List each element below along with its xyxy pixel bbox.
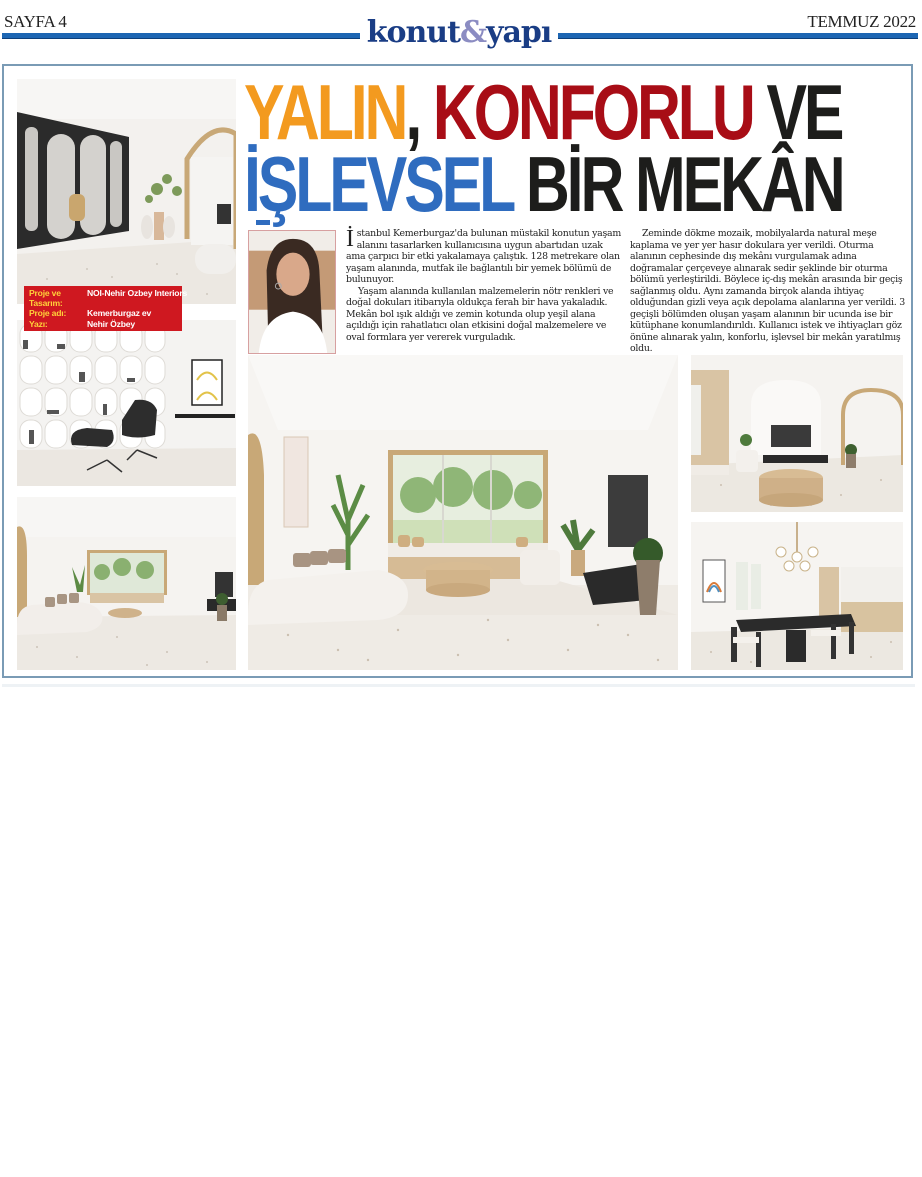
page-number: SAYFA 4 <box>4 12 67 31</box>
photo-living-room-small <box>17 497 236 670</box>
credit-row-writer <box>29 319 178 329</box>
photo-dining-room <box>691 522 903 670</box>
credit-value: Kemerburgaz ev <box>87 308 152 319</box>
credit-row-project <box>29 308 178 318</box>
living-room-main-image <box>248 355 678 670</box>
photo-tv-wall-arch <box>691 355 903 512</box>
credit-row-design <box>29 288 188 309</box>
headline-word-yalin: YALIN <box>244 68 406 156</box>
photo-living-room-main <box>248 355 678 670</box>
masthead-logo <box>362 16 556 50</box>
library-image <box>17 320 236 486</box>
headline-word-ve: VE <box>752 68 842 156</box>
credit-label: Yazı: <box>29 318 48 329</box>
headline-word-islevsel: İŞLEVSEL <box>244 140 513 228</box>
credit-label: Proje adı: <box>29 308 67 319</box>
article-column-2 <box>630 228 906 355</box>
paragraph: stanbul Kemerburgaz'da bulunan müstakil konutun yaşam alanını tasarlarken kullanıcısına uygun abartıdan uzak ama çarpıcı bir etki yakalamaya çalıştık. 128 metrekare olan yaşam alanında, mutfak ile bağlantılı bir yemek bölümü de bulunuyor. <box>346 228 622 285</box>
headline-word-konforlu: KONFORLU <box>432 68 753 156</box>
dining-room-image <box>691 522 903 670</box>
credit-value: Nehir Özbey <box>87 318 135 329</box>
credit-label: Proje ve Tasarım: <box>29 288 63 309</box>
header-rule-left <box>2 33 360 39</box>
living-room-small-image <box>17 497 236 670</box>
masthead-konut: konut <box>366 15 460 50</box>
masthead-yapi: yapı <box>486 15 552 50</box>
headline-word-bir-mekan: BİR MEKÂN <box>512 140 843 228</box>
tv-wall-image <box>691 355 903 512</box>
article-column-1 <box>346 228 624 343</box>
issue-date: TEMMUZ 2022 <box>807 12 916 31</box>
photo-library-lounge-chair <box>17 320 236 486</box>
photo-entrance-arched-door <box>17 79 236 304</box>
bottom-rule <box>2 684 915 687</box>
credit-value: NOI-Nehir Ozbey Interiors <box>87 288 188 298</box>
drop-cap: İ <box>346 226 354 252</box>
headline-line-1 <box>244 68 842 156</box>
masthead-ampersand: & <box>459 15 487 50</box>
author-portrait <box>248 230 336 354</box>
paragraph: Zeminde dökme mozaik, mobilyalarda natural meşe kaplama ve yer yer hasır dokulara yer verildi. Oturma alanının cephesinde dış mekânı vurgulamak adına doğramalar çerçeveye alınarak sedir şeklinde bir oturma bölümü yerleştirildi. Böylece iç-dış mekân arasında bir geçiş sağlanmış oldu. Aynı zamanda birçok alanda ihtiyaç olduğundan gizli veya açık depolama alanlarına yer verildi. 3 geçişli bölümden oluşan yaşam alanının bir ucunda ise bir kütüphane konumlandırıldı. Kullanıcı istek ve ihtiyaçları göz önüne alınarak yalın, konforlu, işlevsel bir mekân yaratılmış oldu. <box>630 228 905 354</box>
entrance-door-image <box>17 79 236 304</box>
author-portrait-image <box>249 231 335 353</box>
header-rule-right <box>558 33 918 39</box>
paragraph: Yaşam alanında kullanılan malzemelerin nötr renkleri ve doğal dokuları itibarıyla oldukça ferah bir hava yakaladık. Mekân bol ışık aldığı ve zemin kotunda olup yeşil alana açıldığı için rahatlatıcı olan etkisini doğal malzemelere ve oval formlara yer vererek vurguladık. <box>346 285 614 343</box>
credits-box <box>24 286 188 331</box>
headline-comma: , <box>405 68 433 156</box>
headline-line-2 <box>244 140 843 228</box>
